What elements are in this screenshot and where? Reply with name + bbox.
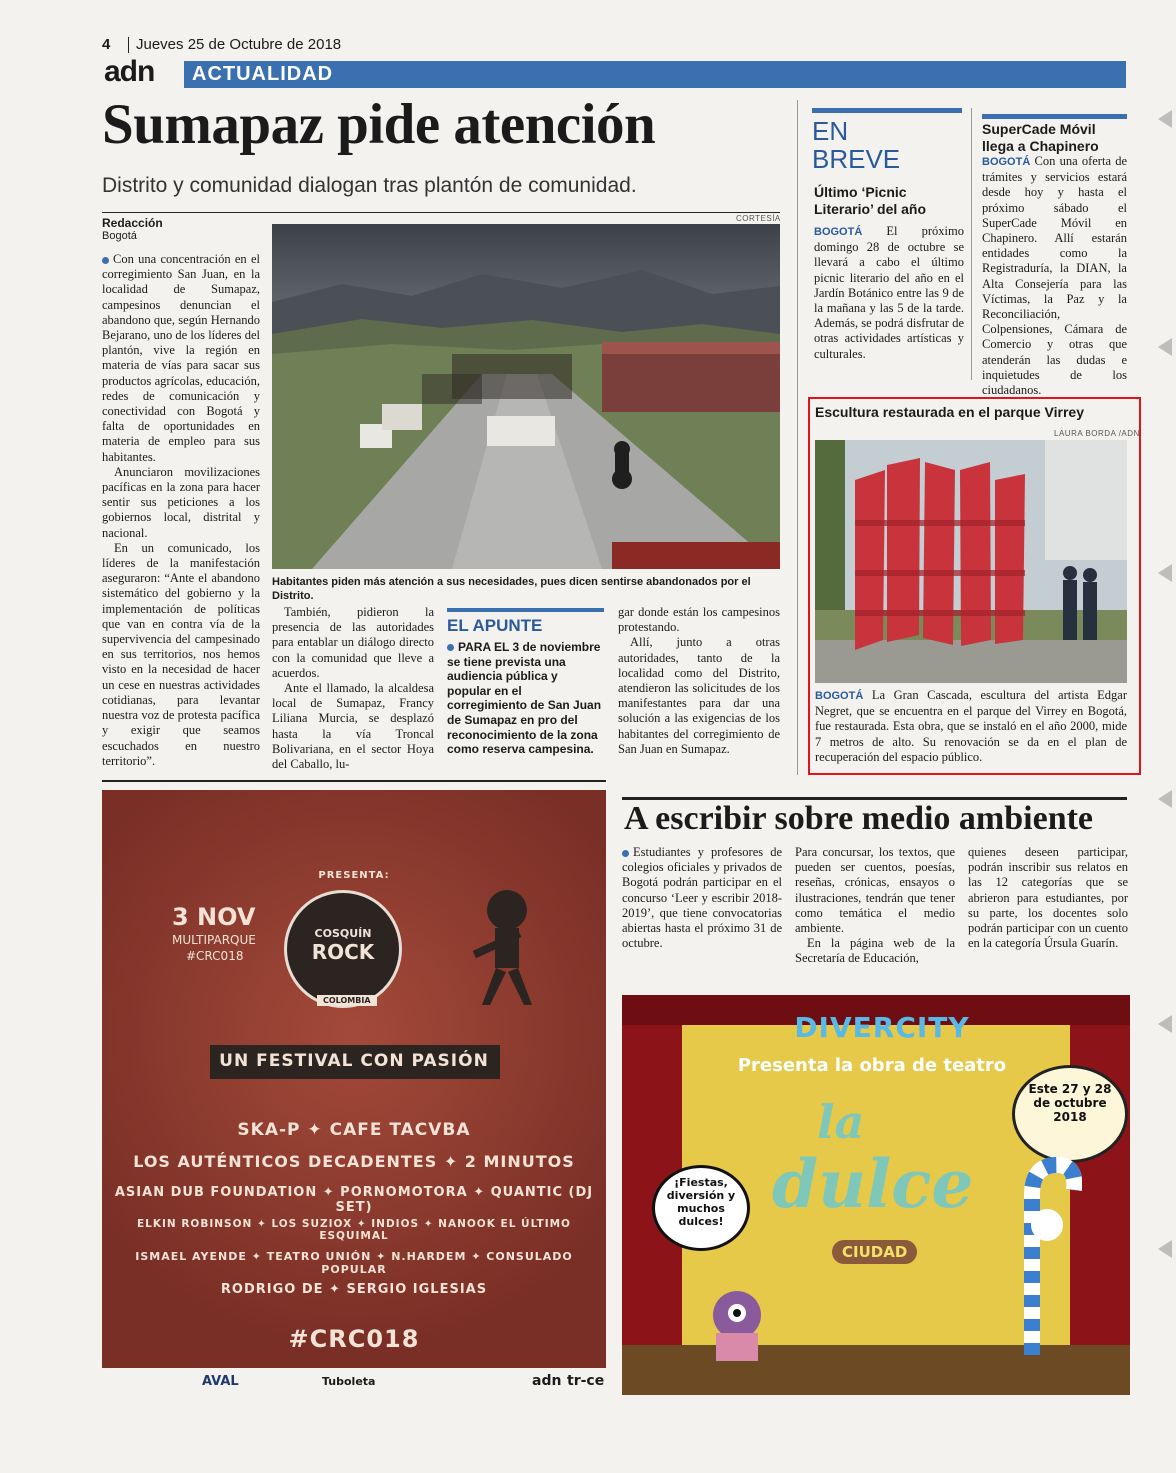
item1-title: Último ‘Picnic Literario’ del año (814, 184, 927, 217)
main-col1-p1: Con una concentración en el corregimiento San Juan, en la localidad de Sumapaz, campesinos denuncian el abandono que, según Hernando Bejarano, uno de los líderes del plantón, vive la región en materia de vías para sacar sus productos agrícolas, educación, redes de comunicación y conectividad con Bogotá y falta de oportunidades en materia de empleo para sus habitantes. (102, 252, 260, 464)
item2-title: SuperCade Móvil llega a Chapinero (982, 114, 1127, 155)
ad-date: 3 NOV (172, 903, 256, 931)
main-col2-p1: También, pidieron la presencia de las autoridades para entablar un diálogo directo con la comunidad que lleve a acuerdos. (272, 605, 434, 680)
lineup-row-5: ISMAEL AYENDE ✦ TEATRO UNIÓN ✦ N.HARDEM ✦ CONSULADO POPULAR (135, 1250, 573, 1276)
apunte-text: PARA EL 3 de noviembre se tiene prevista una audiencia pública y popular en el corregimiento de San Juan de Sumapaz en pro del reconocimiento de la zona como reserva campesina. (447, 640, 602, 757)
main-col1-p2: Anunciaron movilizaciones pacíficas en la zona para hacer sentir sus peticiones a los gobiernos local, distrital y nacional. (102, 464, 260, 540)
sculpture-text: BOGOTÁ La Gran Cascada, escultura del artista Edgar Negret, que se encuentra en el parque del Virrey en Bogotá, fue restaurada. Esta obra, que se instaló en el año 2000, mide 7 metros de alto. Su renovación se da en el plan de recuperación del espacio público. (815, 688, 1128, 764)
play-title-ciudad: CIUDAD (832, 1240, 917, 1264)
environment-col2-p1: Para concursar, los textos, que pueden ser cuentos, poesías, reseñas, crónicas, ensayos o ilustraciones, tendrán que tener como temática el medio ambiente. (795, 845, 955, 936)
sculpture-title: Escultura restaurada en el parque Virrey (815, 404, 1084, 420)
item2-text: BOGOTÁ Con una oferta de trámites y servicios estará desde hoy y hasta el próximo sábado el SuperCade Móvil en Chapinero. Allí estarán entidades como la Registraduría, la DIAN, la Alta Consejería para las Víctimas, la Paz y la Reconciliación, Colpensiones, Cámara de Comercio y otras que atenderán las dudas e inquietudes de los ciudadanos. (982, 154, 1128, 398)
sponsor-aval: AVAL (202, 1374, 239, 1389)
lineup-row-6: RODRIGO DE ✦ SERGIO IGLESIAS (220, 1282, 488, 1297)
guitarist-illustration (462, 880, 552, 1015)
main-subhead: Distrito y comunidad dialogan tras plantón de comunidad. (102, 174, 637, 197)
sponsor-adn: adn (532, 1373, 562, 1389)
binder-arrow (1158, 1015, 1172, 1033)
header-divider (128, 37, 129, 53)
protest-photo (272, 224, 780, 569)
lineup-row-1: SKA-P ✦ CAFE TACVBA (237, 1120, 471, 1140)
main-col-3 (618, 605, 780, 757)
rock-festival-ad (102, 790, 606, 1400)
date-badge (1012, 1065, 1128, 1163)
item1-city: BOGOTÁ (814, 226, 863, 238)
ad-tagline: UN FESTIVAL CON PASIÓN (219, 1051, 489, 1071)
section-label: ACTUALIDAD (192, 63, 334, 85)
main-col3-p1: gar donde están los campesinos protestando. (618, 605, 780, 635)
divercity-presenta: Presenta la obra de teatro (737, 1055, 1007, 1076)
main-col1-p3: En un comunicado, los líderes de la manifestación aseguraron: “Ante el abandono sistemático del gobierno y la implementación de políticas que van en contra vía de la supervivencia del campesinado en sus territorios, nos hemos visto en la necesidad de hacer un cese en nuestras actividades cotidianas, para levantar nuestra voz de protesta pacífica y exigir que seamos escuchados en nuestro territorio”. (102, 540, 260, 768)
environment-col-3: quienes deseen participar, podrán inscribir sus relatos en las 12 categorías que se abrieron para estudiantes, por su parte, los docentes solo podrán participar con un cuento en la categoría Úrsula Guarín. (968, 845, 1128, 951)
section-banner (184, 61, 1126, 88)
environment-headline: A escribir sobre medio ambiente (624, 800, 1094, 837)
divercity-brand: DIVERCITY (794, 1011, 970, 1044)
brand-logo: adn (104, 55, 155, 88)
play-title-dulce: dulce (772, 1145, 974, 1223)
sponsor-strip (102, 1368, 606, 1400)
candy-cane-character (1012, 1155, 1082, 1360)
apunte-box (447, 608, 604, 757)
ad-hashtag-small: #CRC018 (186, 949, 244, 963)
lineup-row-3: ASIAN DUB FOUNDATION ✦ PORNOMOTORA ✦ QUANTIC (DJ SET) (114, 1185, 594, 1215)
sponsor-tuboleta: Tuboleta (322, 1375, 376, 1388)
ad-divider (102, 780, 606, 782)
logo-line2: ROCK (311, 940, 375, 964)
divercity-ad (622, 995, 1130, 1395)
byline-city: Bogotá (102, 230, 137, 242)
en-breve-line2: BREVE (812, 144, 901, 174)
play-title-la: la (817, 1095, 865, 1149)
environment-col-2 (795, 845, 955, 967)
presenta-label: PRESENTA: (318, 870, 390, 881)
main-col-1 (102, 252, 260, 769)
item2-city: BOGOTÁ (982, 156, 1031, 168)
speech-bubble (652, 1165, 750, 1251)
environment-col-1: Estudiantes y profesores de colegios oficiales y privados de Bogotá podrán participar en el concurso ‘Leer y escribir 2018-2019’, que tiene convocatorias abiertas hasta el próximo 31 de octubre. (622, 845, 782, 951)
bullet-dot (447, 644, 454, 651)
lineup-row-4: ELKIN ROBINSON ✦ LOS SUZIOX ✦ INDIOS ✦ NANOOK EL ÚLTIMO ESQUIMAL (137, 1218, 571, 1242)
photo-credit: CORTESÍA (736, 214, 781, 223)
main-col-2 (272, 605, 434, 772)
main-headline: Sumapaz pide atención (102, 93, 656, 156)
issue-date: Jueves 25 de Octubre de 2018 (136, 36, 342, 53)
date-badge-text: Este 27 y 28 de octubre 2018 (1028, 1082, 1112, 1124)
binder-arrow (1158, 790, 1172, 808)
item1-text: BOGOTÁ El próximo domingo 28 de octubre se llevará a cabo el último picnic literario del año en el Jardín Botánico entre las 9 de la mañana y las 5 de la tarde. Además, se podrá disfrutar de otras actividades artísticas y culturales. (814, 224, 964, 361)
bullet-dot (102, 257, 109, 264)
colombia-badge: COLOMBIA (317, 995, 377, 1006)
photo-caption: Habitantes piden más atención a sus necesidades, pues dicen sentirse abandonados por el Distrito. (272, 576, 751, 602)
sculpture-credit: LAURA BORDA /ADN (1054, 429, 1140, 438)
binder-arrow (1158, 564, 1172, 582)
en-breve-line1: EN (812, 116, 849, 146)
speech-bubble-text: ¡Fiestas, diversión y muchos dulces! (666, 1176, 736, 1228)
cupcake-character (702, 1285, 772, 1370)
binder-arrow (1158, 1240, 1172, 1258)
apunte-title: EL APUNTE (447, 616, 543, 635)
byline-name: Redacción (102, 216, 163, 230)
binder-arrow (1158, 110, 1172, 128)
bullet-dot (622, 850, 629, 857)
lineup-row-2: LOS AUTÉNTICOS DECADENTES ✦ 2 MINUTOS (133, 1152, 575, 1171)
environment-col2-p2: En la página web de la Secretaría de Educación, (795, 936, 955, 966)
apunte-bar (447, 608, 604, 612)
ad-venue: MULTIPARQUE (172, 933, 256, 947)
logo-line1: COSQUÍN (314, 927, 372, 940)
en-breve-label (812, 108, 962, 173)
breve-divider (971, 108, 972, 380)
sculpture-city: BOGOTÁ (815, 690, 864, 702)
sculpture-photo (815, 440, 1127, 683)
page-number: 4 (102, 36, 111, 53)
cosquin-logo (284, 890, 402, 1008)
ad-hashtag-big: #CRC018 (288, 1325, 420, 1353)
subhead-rule (102, 212, 780, 213)
main-col3-p2: Allí, junto a otras autoridades, tanto de la localidad como del Distrito, atendieron las solicitudes de los manifestantes para dar una solución a las exigencias de los habitantes del corregimiento de San Juan en Sumapaz. (618, 635, 780, 756)
binder-arrow (1158, 338, 1172, 356)
column-divider (797, 100, 798, 775)
main-col2-p2: Ante el llamado, la alcaldesa local de Sumapaz, Francy Liliana Murcia, se desplazó hasta la vía Troncal Bolivariana, en el sector Hoya del Caballo, lu- (272, 681, 434, 772)
sponsor-trece: tr-ce (567, 1373, 605, 1389)
